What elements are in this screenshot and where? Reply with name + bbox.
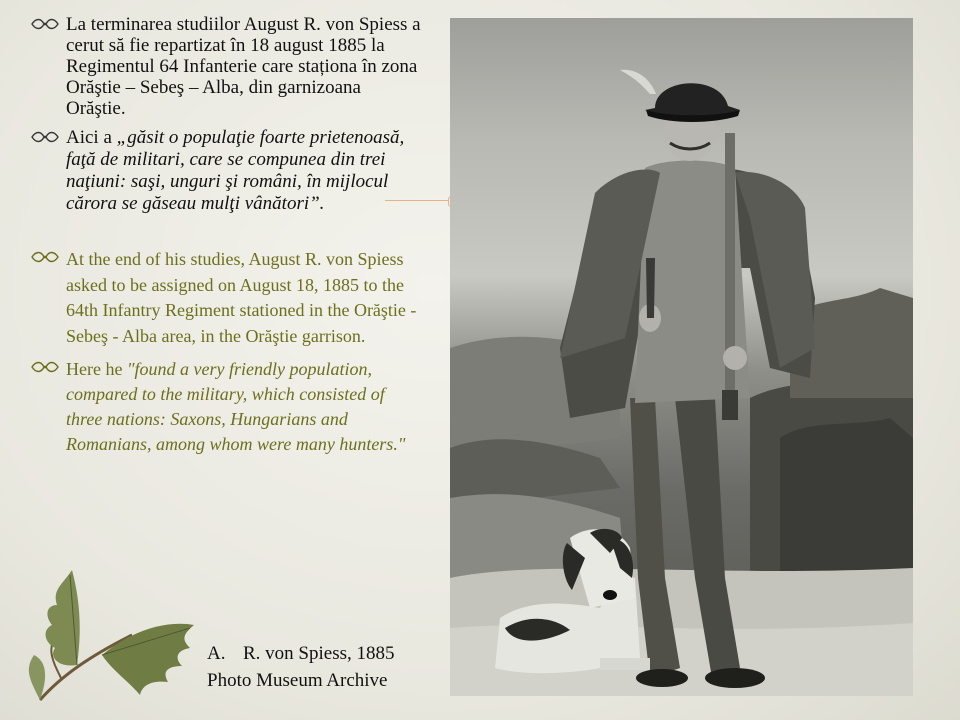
- ornate-bullet-icon: [30, 250, 60, 264]
- bullet-en-2-lead: Here he: [66, 359, 127, 379]
- caption-title: R. von Spiess, 1885: [243, 643, 395, 664]
- photo-caption: [207, 640, 395, 694]
- bullet-en-2-quote: "found a very friendly population, compared to the military, which consisted of three nations: Saxons, Hungarians and Romanians, among whom were many hunters.": [66, 359, 406, 454]
- bullet-ro-1: [30, 14, 422, 119]
- ornate-bullet-icon: [30, 17, 60, 31]
- caption-number: A.: [207, 643, 226, 664]
- bullet-en-1: [30, 247, 422, 349]
- bullet-ro-2-lead: Aici a: [66, 127, 117, 148]
- caption-line-1: [207, 640, 395, 667]
- bullet-ro-2: [30, 127, 422, 215]
- bullet-en-1-text: At the end of his studies, August R. von Spiess asked to be assigned on August 18, 1885 to the 64th Infantry Regiment stationed in the Orăştie - Sebeş - Alba area, in the Orăştie garrison.: [66, 249, 417, 346]
- caption-line-2: Photo Museum Archive: [207, 670, 388, 691]
- ornate-bullet-icon: [30, 130, 60, 144]
- historical-portrait-photo: [450, 18, 913, 696]
- bullet-ro-2-quote: „găsit o populaţie foarte prietenoasă, faţă de militari, care se compunea din trei naţiuni: saşi, unguri şi români, în mijlocul cărora se găseau mulţi vânători”.: [66, 127, 405, 214]
- bullet-en-2: [30, 357, 422, 457]
- bullet-ro-1-text: La terminarea studiilor August R. von Spiess a cerut să fie repartizat în 18 august 1885 la Regimentul 64 Infanterie care staționa în zona Orăştie – Sebeş – Alba, din garnizoana Orăştie.: [66, 14, 421, 119]
- oak-leaf-icon: [22, 560, 197, 710]
- connector-line: [385, 200, 453, 201]
- bullet-list: [30, 14, 422, 457]
- ornate-bullet-icon: [30, 360, 60, 374]
